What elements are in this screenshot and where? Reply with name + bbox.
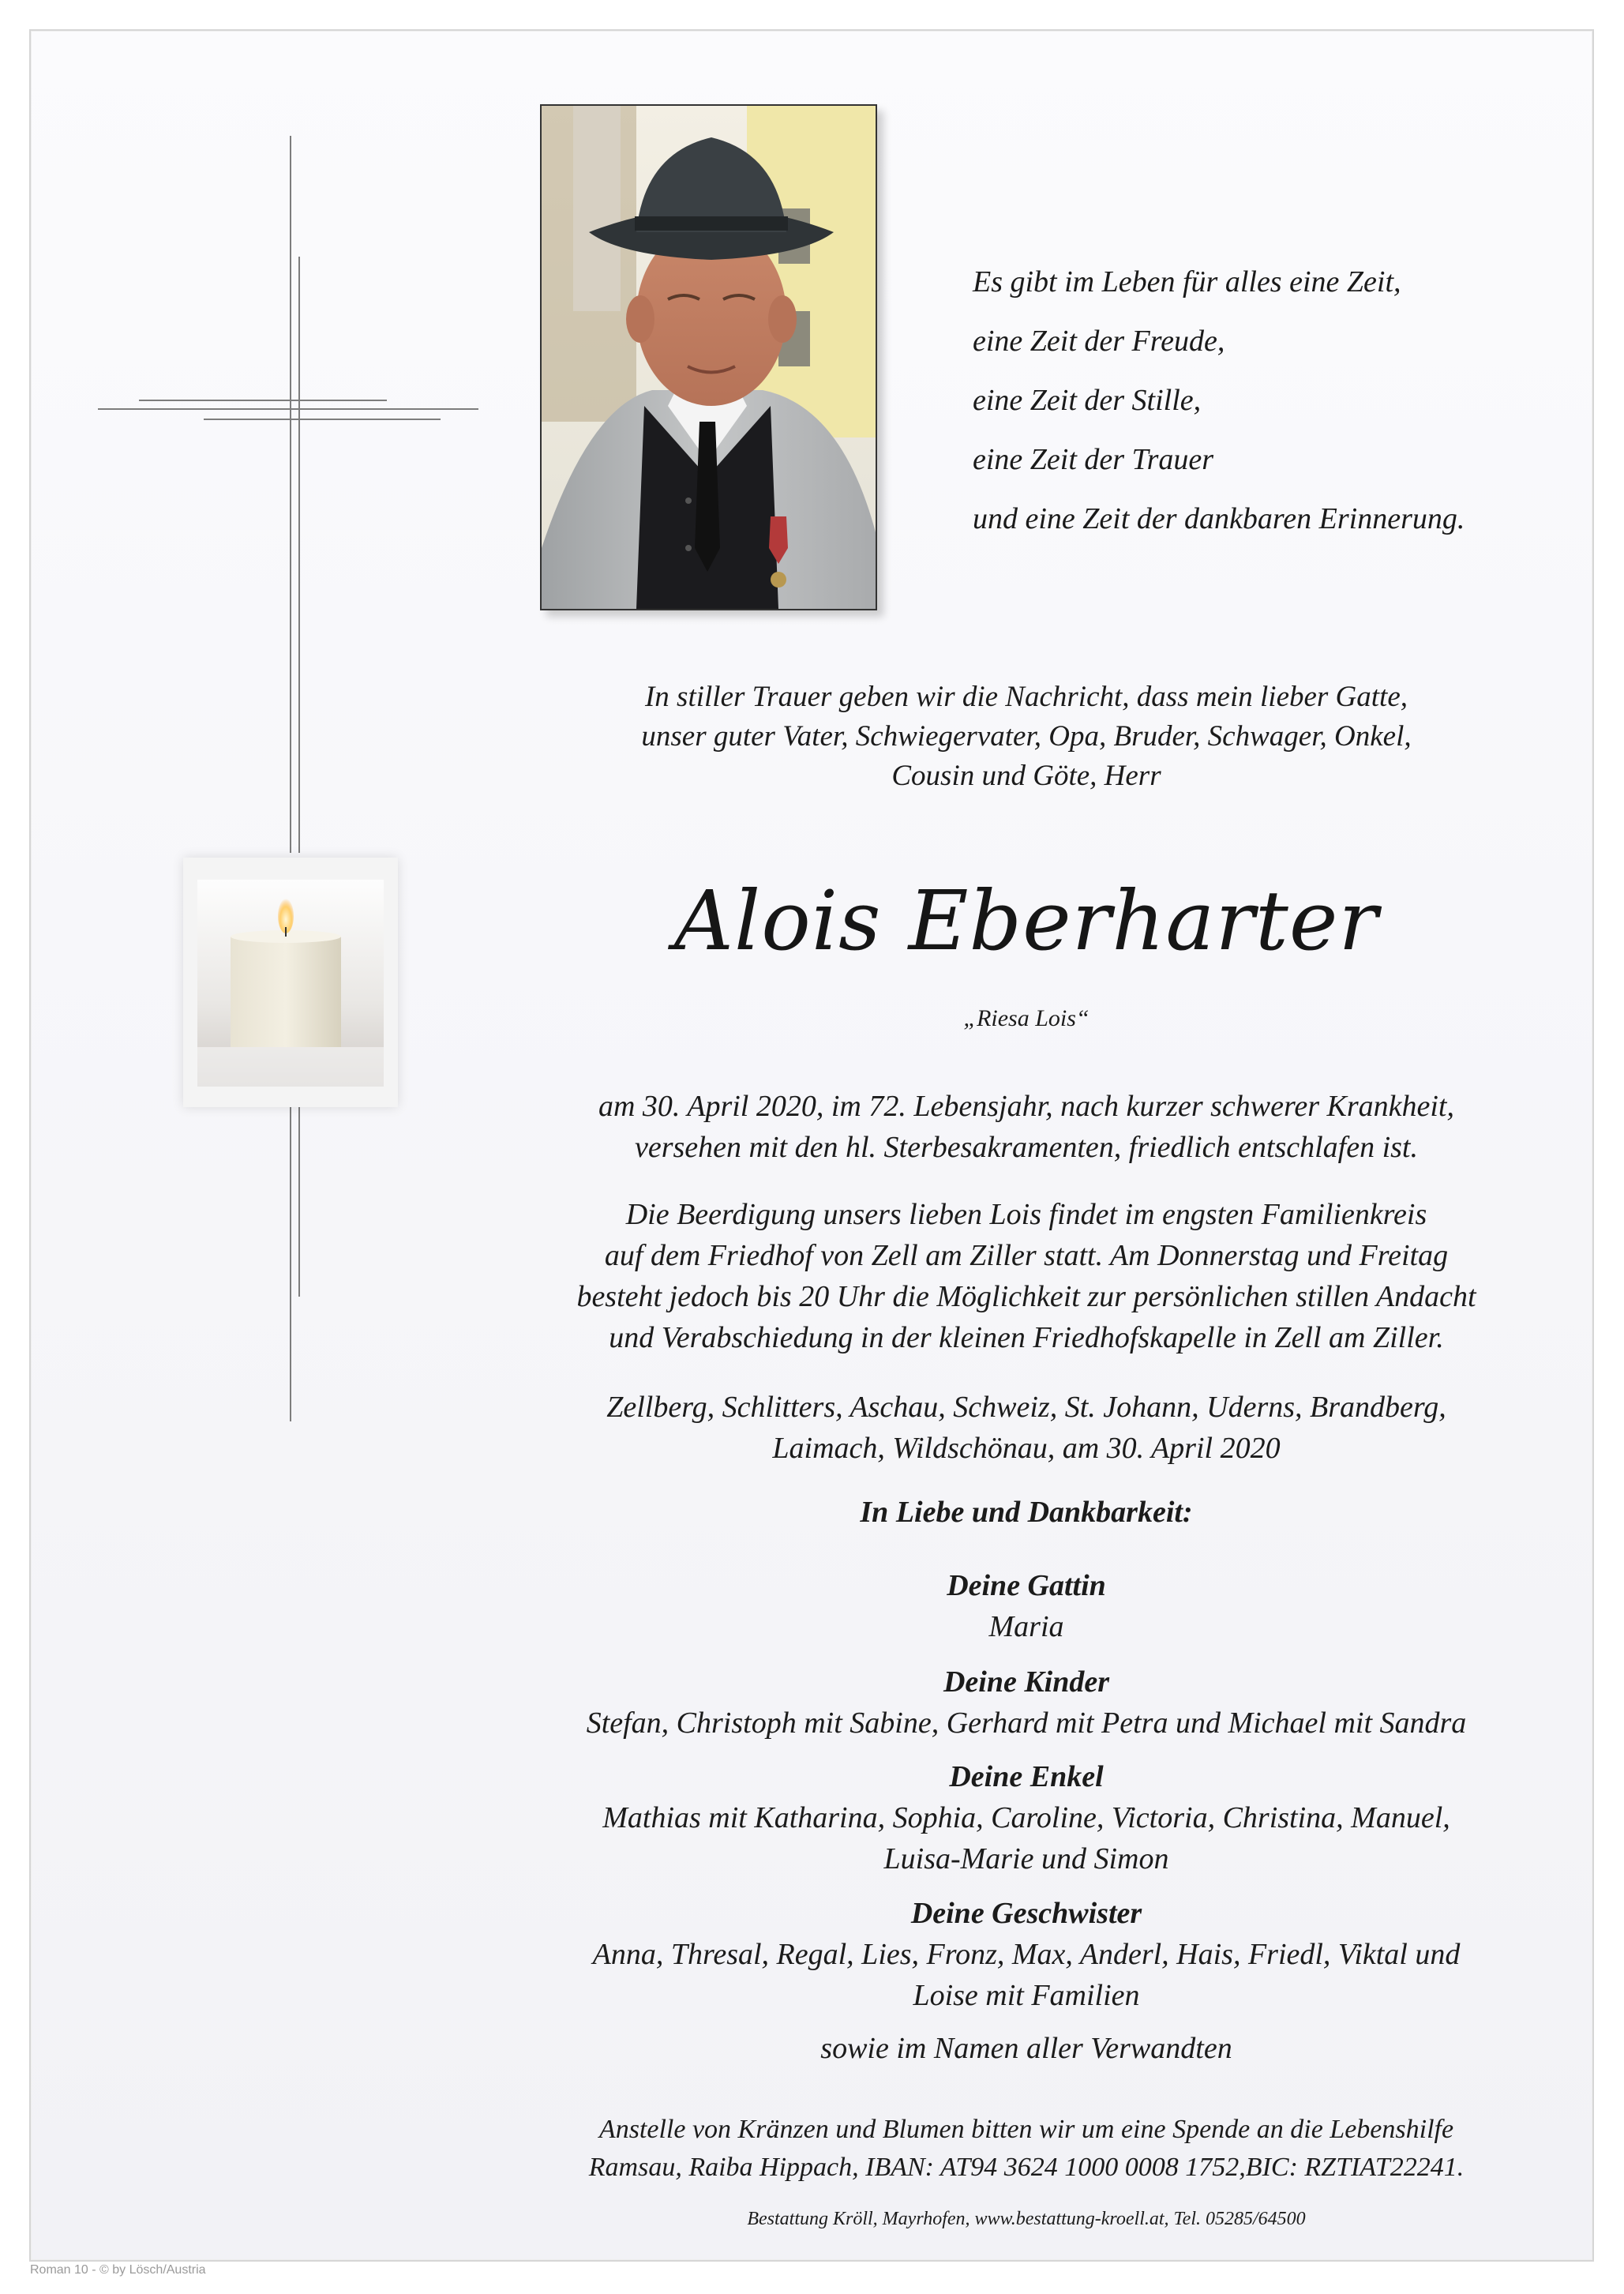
cross-vertical-line-lower [290, 1107, 291, 1421]
intro-text [489, 678, 1563, 796]
funeral-info [489, 1194, 1563, 1358]
mourner-group [489, 1756, 1563, 1879]
intro-line: In stiller Trauer geben wir die Nachricht, dass mein lieber Gatte, [644, 681, 1408, 713]
mourner-group-title: Deine Kinder [943, 1665, 1110, 1699]
places-date [489, 1387, 1563, 1469]
funeral-line: besteht jedoch bis 20 Uhr die Möglichkeit zur persönlichen stillen Andacht [576, 1280, 1476, 1313]
funeral-line: und Verabschiedung in der kleinen Friedhofskapelle in Zell am Ziller. [609, 1321, 1444, 1354]
intro-line: Cousin und Göte, Herr [891, 760, 1161, 792]
mourner-names: Loise mit Familien [913, 1979, 1140, 2012]
cross-vertical-line-2 [298, 257, 300, 853]
mourner-group-title: Deine Gattin [947, 1569, 1106, 1602]
template-credit: Roman 10 - © by Lösch/Austria [30, 2263, 206, 2277]
mourner-group [489, 1565, 1563, 1647]
donation-line: Anstelle von Kränzen und Blumen bitten wir um eine Spende an die Lebenshilfe [598, 2115, 1454, 2144]
poem-line: Es gibt im Leben für alles eine Zeit, [973, 265, 1401, 298]
mourners-heading: In Liebe und Dankbarkeit: [860, 1496, 1193, 1529]
death-notice-line: versehen mit den hl. Sterbesakramenten, friedlich entschlafen ist. [635, 1131, 1418, 1164]
mourner-names: Anna, Thresal, Regal, Lies, Fronz, Max, Anderl, Hais, Friedl, Viktal und [592, 1938, 1461, 1971]
cross-vertical-line [290, 136, 291, 853]
death-notice-line: am 30. April 2020, im 72. Lebensjahr, nach kurzer schwerer Krankheit, [598, 1090, 1454, 1123]
poem [973, 253, 1465, 549]
deceased-name: Alois Eberharter [673, 873, 1379, 969]
poem-line: eine Zeit der Trauer [973, 443, 1214, 476]
cross-vertical-line-lower-2 [298, 1107, 300, 1297]
undertaker-info: Bestattung Kröll, Mayrhofen, www.bestattung-kroell.at, Tel. 05285/64500 [747, 2209, 1306, 2229]
mourner-names: Stefan, Christoph mit Sabine, Gerhard mit Petra und Michael mit Sandra [586, 1706, 1467, 1740]
cross-horizontal-line [98, 408, 478, 410]
funeral-line: Die Beerdigung unsers lieben Lois findet im engsten Familienkreis [625, 1198, 1427, 1231]
mourner-names: Maria [988, 1610, 1064, 1643]
mourner-group [489, 1893, 1563, 2016]
poem-line: eine Zeit der Stille, [973, 384, 1202, 417]
mourner-group-title: Deine Enkel [949, 1760, 1104, 1793]
donation-line: Ramsau, Raiba Hippach, IBAN: AT94 3624 1000 0008 1752,BIC: RZTIAT22241. [588, 2153, 1465, 2182]
mourners-closing: sowie im Namen aller Verwandten [820, 2032, 1232, 2065]
mourner-names: Luisa-Marie und Simon [883, 1842, 1169, 1875]
places-line: Zellberg, Schlitters, Aschau, Schweiz, St. Johann, Uderns, Brandberg, [606, 1391, 1446, 1424]
intro-line: unser guter Vater, Schwiegervater, Opa, Bruder, Schwager, Onkel, [641, 720, 1412, 753]
portrait-photo [540, 104, 877, 610]
poem-line: eine Zeit der Freude, [973, 325, 1225, 358]
donation-request [489, 2111, 1563, 2187]
mourner-group [489, 1661, 1563, 1744]
cross-horizontal-line-2 [139, 400, 387, 401]
mourner-group-title: Deine Geschwister [910, 1897, 1142, 1930]
death-notice [489, 1086, 1563, 1168]
cross-horizontal-line-3 [204, 419, 441, 420]
candle-image [183, 858, 398, 1107]
mourner-names: Mathias mit Katharina, Sophia, Caroline, Victoria, Christina, Manuel, [602, 1801, 1450, 1834]
poem-line: und eine Zeit der dankbaren Erinnerung. [973, 502, 1465, 535]
deceased-nickname: „Riesa Lois“ [963, 1005, 1090, 1031]
places-line: Laimach, Wildschönau, am 30. April 2020 [772, 1432, 1281, 1465]
funeral-line: auf dem Friedhof von Zell am Ziller statt. Am Donnerstag und Freitag [604, 1239, 1449, 1272]
